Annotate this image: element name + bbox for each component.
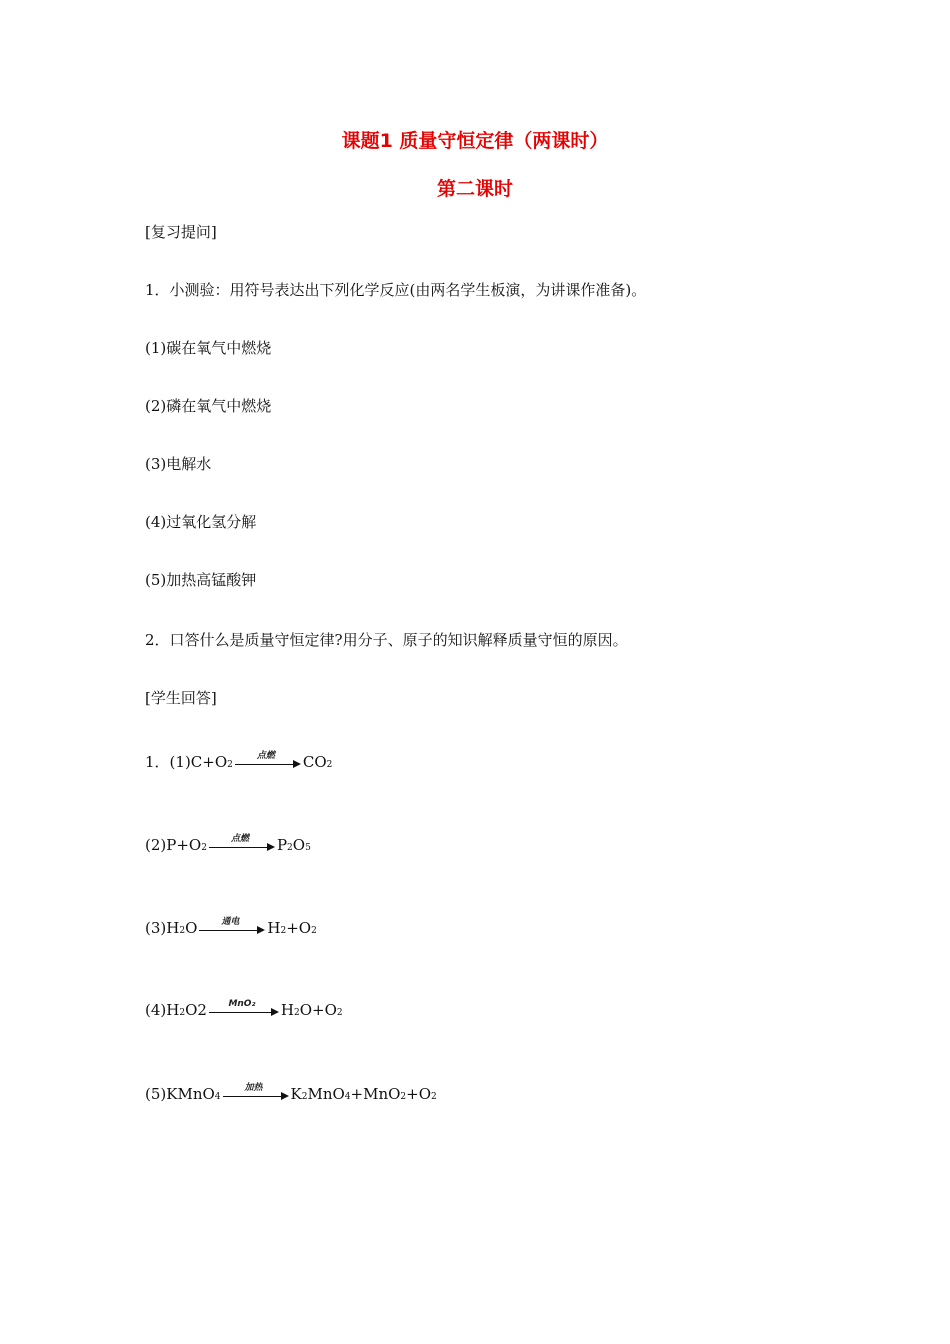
- eq3-reactant-sub: 2: [179, 926, 186, 936]
- eq4-product-b-sub: 2: [336, 1008, 343, 1018]
- reaction-arrow: [209, 835, 275, 855]
- eq5-product-d: +O: [406, 1085, 432, 1103]
- eq3-condition: 通电: [221, 917, 240, 927]
- eq3-product-a: H: [267, 919, 281, 937]
- eq4-product-b: O+O: [299, 1001, 337, 1019]
- eq3-product-b: +O: [286, 919, 312, 937]
- eq4-reactant: (4)H: [145, 1001, 180, 1019]
- eq5-product-a-sub: 2: [301, 1092, 308, 1102]
- eq5-product-b: MnO: [307, 1085, 345, 1103]
- eq1-product: CO: [302, 753, 327, 771]
- reaction-item-1: (1)碳在氧气中燃烧: [145, 339, 272, 357]
- eq2-reactant-sub: 2: [201, 843, 207, 853]
- eq2-product-b-sub: 5: [305, 843, 311, 853]
- equation-5: [145, 1084, 437, 1104]
- reaction-item-4: (4)过氧化氢分解: [145, 513, 257, 531]
- equation-1: [145, 752, 332, 772]
- eq5-reactant-sub: 4: [214, 1092, 221, 1102]
- eq1-reactant-sub: 2: [227, 760, 233, 770]
- answers-heading: [学生回答]: [145, 689, 217, 707]
- page-title: 课题1 质量守恒定律（两课时）: [341, 130, 609, 152]
- reaction-item-3: (3)电解水: [145, 455, 212, 473]
- eq5-product-d-sub: 2: [431, 1092, 437, 1102]
- reaction-item-2: (2)磷在氧气中燃烧: [145, 397, 272, 415]
- question-2: 2．口答什么是质量守恒定律?用分子、原子的知识解释质量守恒的原因。: [145, 631, 628, 649]
- equation-4: [145, 1000, 343, 1020]
- reaction-arrow: [223, 1084, 289, 1104]
- reaction-arrow: [199, 918, 265, 938]
- eq2-product-a: P: [276, 836, 288, 854]
- eq4-reactant-tail: O2: [185, 1001, 207, 1019]
- eq5-product-b-sub: 4: [344, 1092, 351, 1102]
- eq4-product-a-sub: 2: [294, 1008, 300, 1018]
- eq2-product-b: O: [292, 836, 306, 854]
- eq4-condition: MnO₂: [228, 999, 256, 1009]
- eq5-product-c: +MnO: [350, 1085, 401, 1103]
- reaction-item-5: (5)加热高锰酸钾: [145, 571, 257, 589]
- reaction-arrow: [235, 752, 301, 772]
- eq3-product-b-sub: 2: [311, 926, 317, 936]
- eq3-product-a-sub: 2: [280, 926, 287, 936]
- eq5-product-c-sub: 2: [400, 1092, 407, 1102]
- equation-2: [145, 835, 311, 855]
- review-heading: [复习提问]: [145, 223, 217, 241]
- eq4-product-a: H: [280, 1001, 295, 1019]
- eq2-condition: 点燃: [230, 834, 249, 844]
- eq1-condition: 点燃: [256, 751, 275, 761]
- eq2-reactants: (2)P+O: [145, 836, 202, 854]
- page-subtitle: 第二课时: [436, 178, 513, 200]
- eq5-reactant: (5)KMnO: [145, 1085, 215, 1103]
- eq3-reactant-tail: O: [185, 919, 198, 937]
- eq4-reactant-sub: 2: [179, 1008, 186, 1018]
- reaction-arrow: [209, 1000, 279, 1020]
- eq3-reactant: (3)H: [145, 919, 180, 937]
- eq5-condition: 加热: [244, 1083, 263, 1093]
- equation-3: [145, 918, 317, 938]
- eq5-product-a: K: [290, 1085, 302, 1103]
- eq1-reactants: 1．(1)C+O: [145, 753, 228, 771]
- question-1: 1．小测验：用符号表达出下列化学反应(由两名学生板演，为讲课作准备)。: [145, 281, 647, 299]
- eq2-product-a-sub: 2: [287, 843, 293, 853]
- eq1-product-sub: 2: [326, 760, 333, 770]
